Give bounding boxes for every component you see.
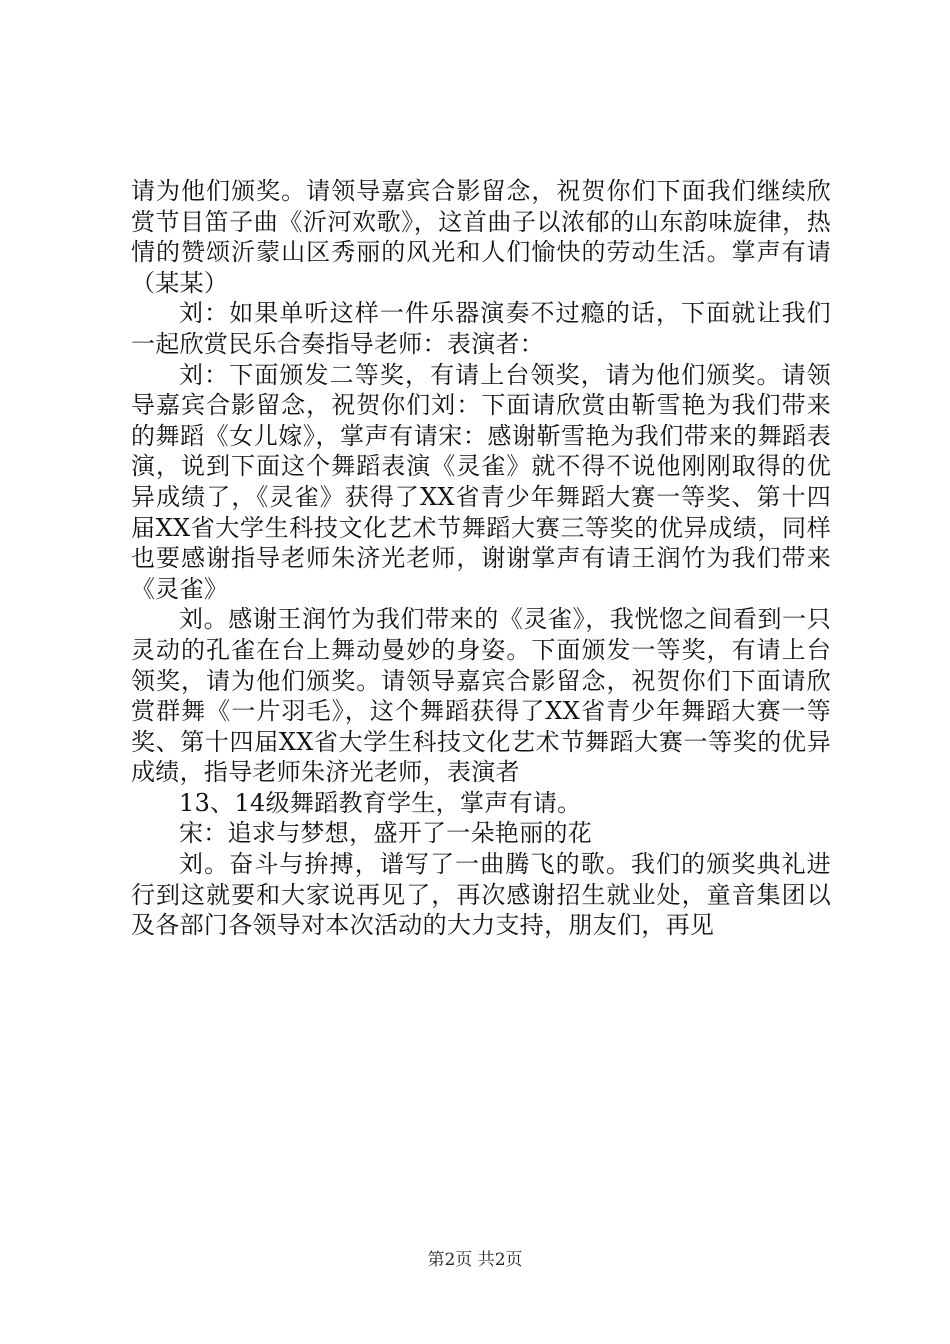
paragraph-7: 刘。奋斗与拚搏，谱写了一曲腾飞的歌。我们的颁奖典礼进行到这就要和大家说再见了，再次感谢招生就业处，童音集团以及各部门各领导对本次活动的大力支持，朋友们，再见 [131, 850, 831, 940]
document-body [131, 176, 831, 941]
paragraph-6: 宋：追求与梦想，盛开了一朵艳丽的花 [179, 819, 593, 848]
paragraph-2: 刘：如果单听这样一件乐器演奏不过瘾的话，下面就让我们一起欣赏民乐合奏指导老师：表演者： [131, 299, 831, 358]
paragraph-3: 刘：下面颁发二等奖，有请上台领奖，请为他们颁奖。请领导嘉宾合影留念，祝贺你们刘：下面请欣赏由靳雪艳为我们带来的舞蹈《女儿嫁》，掌声有请宋：感谢靳雪艳为我们带来的舞蹈表演，说到下面这个舞蹈表演《灵雀》就不得不说他刚刚取得的优异成绩了，《灵雀》获得了XX省青少年舞蹈大赛一等奖、第十四届XX省大学生科技文化艺术节舞蹈大赛三等奖的优异成绩，同样也要感谢指导老师朱济光老师，谢谢掌声有请王润竹为我们带来《灵雀》 [131, 360, 831, 603]
page-number-footer: 第2页 共2页 [427, 1250, 523, 1270]
paragraph-5: 13、14级舞蹈教育学生，掌声有请。 [179, 788, 582, 817]
paragraph-1: 请为他们颁奖。请领导嘉宾合影留念，祝贺你们下面我们继续欣赏节目笛子曲《沂河欢歌》，这首曲子以浓郁的山东韵味旋律，热情的赞颂沂蒙山区秀丽的风光和人们愉快的劳动生活。掌声有请（某某） [131, 177, 831, 297]
paragraph-4: 刘。感谢王润竹为我们带来的《灵雀》，我恍惚之间看到一只灵动的孔雀在台上舞动曼妙的身姿。下面颁发一等奖，有请上台领奖，请为他们颁奖。请领导嘉宾合影留念，祝贺你们下面请欣赏群舞《一片羽毛》，这个舞蹈获得了XX省青少年舞蹈大赛一等奖、第十四届XX省大学生科技文化艺术节舞蹈大赛一等奖的优异成绩，指导老师朱济光老师，表演者 [131, 605, 831, 787]
